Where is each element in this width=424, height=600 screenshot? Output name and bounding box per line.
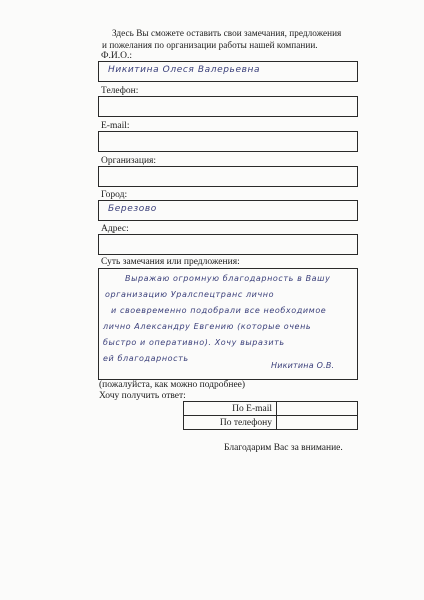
phone-label: Телефон:: [101, 86, 139, 96]
reply-options-table: [183, 401, 358, 430]
address-label: Адрес:: [101, 224, 129, 234]
comment-field[interactable]: [98, 268, 358, 380]
email-field[interactable]: [98, 131, 358, 152]
comment-text: [103, 271, 331, 367]
comment-line: Выражаю огромную благодарность в Вашу: [125, 274, 331, 283]
comment-line: лично Александру Евгению (которые очень: [103, 322, 312, 331]
comment-hint: (пожалуйста, как можно подробнее): [99, 380, 246, 390]
fio-field[interactable]: [98, 61, 358, 82]
signature: Никитина О.В.: [271, 361, 335, 370]
reply-phone-checkbox[interactable]: [277, 416, 358, 430]
reply-email-checkbox[interactable]: [277, 402, 358, 416]
city-field[interactable]: [98, 200, 358, 221]
intro-text: [102, 28, 362, 51]
reply-option-phone: [184, 416, 358, 430]
comment-line: быстро и оперативно). Хочу выразить: [103, 338, 285, 347]
organization-field[interactable]: [98, 166, 358, 187]
email-label: E-mail:: [101, 121, 130, 131]
comment-line: и своевременно подобрали все необходимое: [111, 306, 327, 315]
comment-line: ей благодарность: [103, 354, 189, 363]
reply-option-email: [184, 402, 358, 416]
comment-label: Суть замечания или предложения:: [101, 257, 240, 267]
reply-label: Хочу получить ответ:: [99, 391, 186, 401]
intro-line-1: Здесь Вы сможете оставить свои замечания, предложения: [112, 28, 342, 38]
intro-line-2: и пожелания по организации работы нашей компании.: [102, 39, 318, 50]
reply-phone-label: По телефону: [184, 416, 277, 430]
comment-line: организацию Уралспецтранс лично: [105, 290, 275, 299]
fio-value: Никитина Олеся Валерьевна: [108, 65, 261, 75]
city-label: Город:: [101, 190, 128, 200]
thanks-text: Благодарим Вас за внимание.: [224, 443, 343, 453]
phone-field[interactable]: [98, 96, 358, 117]
organization-label: Организация:: [101, 156, 157, 166]
address-field[interactable]: [98, 234, 358, 255]
fio-label: Ф.И.О.:: [101, 51, 132, 61]
city-value: Березово: [108, 204, 157, 214]
reply-email-label: По E-mail: [184, 402, 277, 416]
